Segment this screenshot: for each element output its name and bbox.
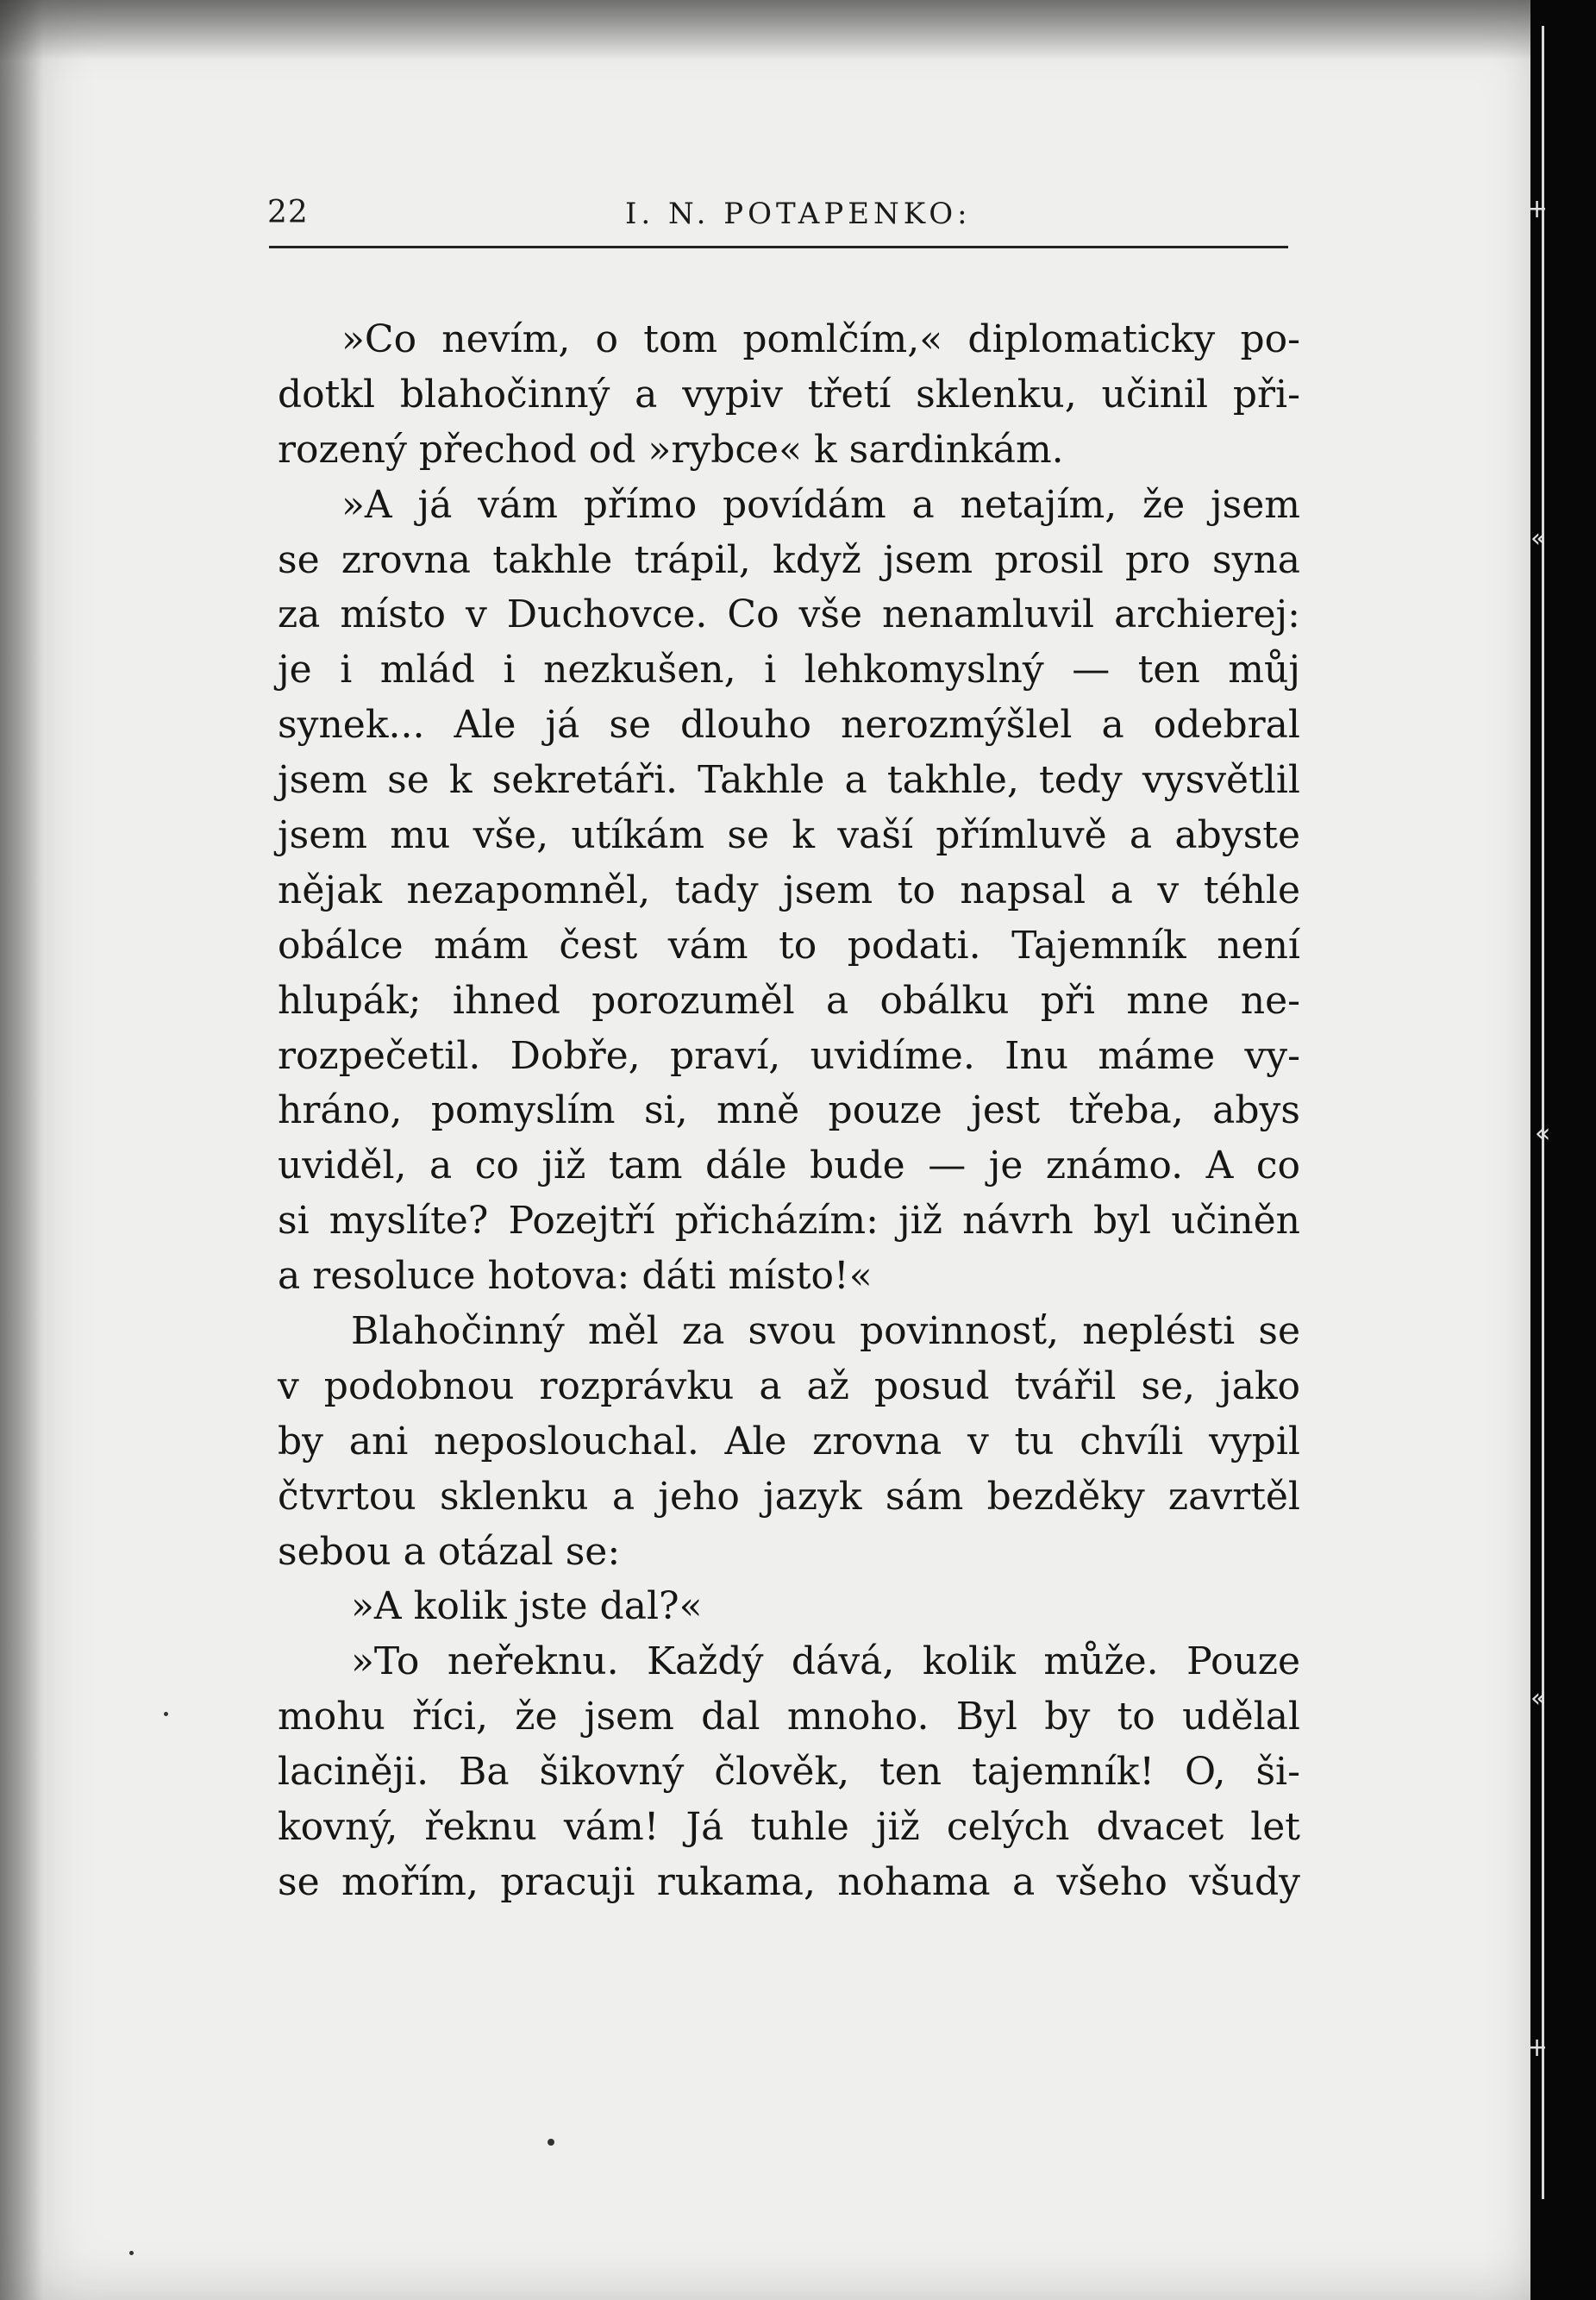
text-line: kovný, řeknu vám! Já tuhle již celých dvacet let bbox=[278, 1805, 1300, 1850]
text-line: čtvrtou sklenku a jeho jazyk sám bezděky zavrtěl bbox=[278, 1474, 1300, 1519]
header-rule bbox=[269, 246, 1288, 248]
text-line: je i mlád i nezkušen, i lehkomyslný — ten můj bbox=[278, 648, 1300, 693]
text-line: si myslíte? Pozejtří přicházím: již návrh byl učiněn bbox=[278, 1199, 1300, 1244]
left-scan-shadow bbox=[0, 0, 43, 2300]
text-line: za místo v Duchovce. Co vše nenamluvil archierej: bbox=[278, 592, 1300, 637]
text-line: jsem se k sekretáři. Takhle a takhle, tedy vysvětlil bbox=[278, 758, 1300, 803]
text-line: nějak nezapomněl, tady jsem to napsal a v téhle bbox=[278, 868, 1300, 912]
text-line: »A já vám přímo povídám a netajím, že jsem bbox=[341, 482, 1300, 527]
text-line: synek... Ale já se dlouho nerozmýšlel a odebral bbox=[278, 703, 1300, 748]
page-number: 22 bbox=[267, 195, 309, 230]
text-line: uviděl, a co již tam dále bude — je známo. A co bbox=[278, 1144, 1300, 1188]
text-line: »A kolik jste dal?« bbox=[351, 1584, 703, 1629]
text-line: laciněji. Ba šikovný člověk, ten tajemník! O, ši- bbox=[278, 1750, 1300, 1795]
text-line: by ani neposlouchal. Ale zrovna v tu chvíli vypil bbox=[278, 1419, 1300, 1463]
text-line: sebou a otázal se: bbox=[278, 1529, 621, 1574]
text-line: v podobnou rozprávku a až posud tvářil se, jako bbox=[278, 1363, 1300, 1408]
ink-speck bbox=[129, 2251, 134, 2255]
text-line: »Co nevím, o tom pomlčím,« diplomaticky po- bbox=[341, 317, 1300, 361]
ink-speck bbox=[164, 1712, 168, 1716]
text-line: se mořím, pracuji rukama, nohama a všeho všudy bbox=[278, 1859, 1300, 1904]
running-head bbox=[267, 195, 1286, 247]
text-line: rozpečetil. Dobře, praví, uvidíme. Inu máme vy- bbox=[278, 1033, 1300, 1078]
dark-scan-edge bbox=[1530, 0, 1596, 2300]
edge-clip-mark: « bbox=[1530, 523, 1547, 554]
text-line: jsem mu vše, utíkám se k vaší přímluvě a abyste bbox=[278, 813, 1300, 858]
text-line: hlupák; ihned porozuměl a obálku při mne ne- bbox=[278, 978, 1300, 1023]
edge-clip-mark: « bbox=[1530, 1683, 1547, 1714]
text-line: Blahočinný měl za svou povinnosť, neplésti se bbox=[351, 1309, 1300, 1354]
ink-speck bbox=[548, 2139, 554, 2146]
text-line: hráno, pomyslím si, mně pouze jest třeba, abys bbox=[278, 1088, 1300, 1133]
top-scan-shadow bbox=[0, 0, 1530, 60]
body-text bbox=[278, 312, 1300, 1910]
text-line: a resoluce hotova: dáti místo!« bbox=[278, 1254, 873, 1299]
text-line: mohu říci, že jsem dal mnoho. Byl by to udělal bbox=[278, 1695, 1300, 1739]
text-line: se zrovna takhle trápil, když jsem prosil pro syna bbox=[278, 537, 1300, 582]
text-line: rozený přechod od »rybce« k sardinkám. bbox=[278, 427, 1064, 472]
edge-clip-mark: « bbox=[1535, 1119, 1551, 1149]
edge-cross-mark: + bbox=[1526, 2033, 1549, 2063]
text-line: obálce mám čest vám to podati. Tajemník není bbox=[278, 923, 1300, 968]
text-line: »To neřeknu. Každý dává, kolik může. Pouze bbox=[351, 1639, 1300, 1684]
edge-cross-mark: + bbox=[1526, 194, 1549, 224]
running-title: I. N. POTAPENKO: bbox=[625, 197, 972, 231]
page-edge-line bbox=[1542, 26, 1544, 2199]
text-line: dotkl blahočinný a vypiv třetí sklenku, učinil při- bbox=[278, 372, 1300, 417]
